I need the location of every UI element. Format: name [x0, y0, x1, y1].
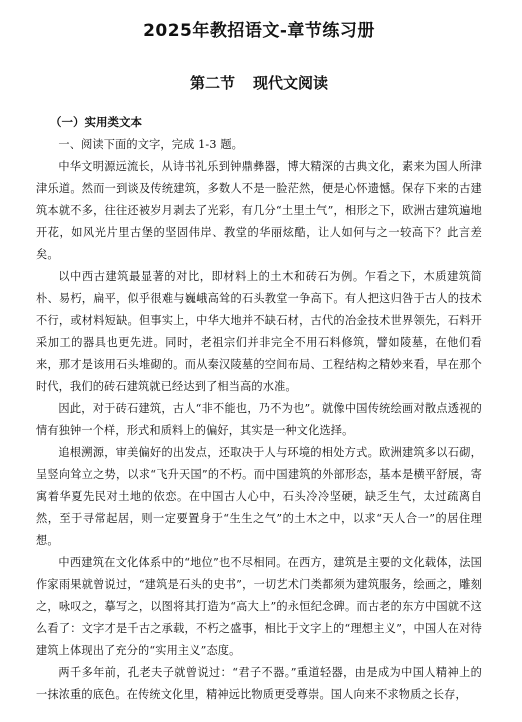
- paragraph: 中华文明源远流长，从诗书礼乐到钟鼎彝器，博大精深的古典文化，素来为国人所津津乐道。然而一到谈及传统建筑，多数人不是一脸茫然，便是心怀遗憾。保存下来的古建筑本就不多，往往还被岁月剥去了光彩，有几分“土里土气”，相形之下，欧洲古建筑遍地开花，如风光片里古堡的坚固伟岸、教堂的华丽炫酷，让人如何与之一较高下？此言差矣。: [36, 160, 482, 261]
- document-title: 2025年教招语文-章节练习册: [143, 21, 375, 41]
- section-title: [36, 72, 482, 96]
- section-number: 第二节: [189, 74, 235, 92]
- paragraph: 两千多年前，孔老夫子就曾说过：“君子不器。”重道轻器，由是成为中国人精神上的一抹浓重的底色。在传统文化里，精神远比物质更受尊崇。国人向来不求物质之长存，: [36, 666, 482, 701]
- article-body: [36, 134, 482, 706]
- sub-heading: （一）实用类文本: [50, 115, 142, 129]
- question-instruction: 一、阅读下面的文字，完成 1-3 题。: [58, 138, 243, 151]
- section-name: 现代文阅读: [253, 74, 329, 92]
- paragraph: 因此，对于砖石建筑，古人“非不能也，乃不为也”。就像中国传统绘画对散点透视的情有独钟一个样，形式和质料上的偏好，其实是一种文化选择。: [36, 402, 482, 437]
- paragraph: 以中西古建筑最显著的对比，即材料上的土木和砖石为例。乍看之下，木质建筑简朴、易朽，扁平，似乎很难与巍峨高耸的石头教堂一争高下。有人把这归咎于古人的技术不行，或材料短缺。但事实上，中华大地并不缺石材，古代的冶金技术世界领先，石料开采加工的器具也更先进。同时，老祖宗们并非完全不用石料修筑，譬如陵墓，在他们看来，那才是该用石头堆砌的。而从秦汉陵墓的空间布局、工程结构之精妙来看，早在那个时代，我们的砖石建筑就已经达到了相当高的水准。: [36, 270, 482, 393]
- paragraph: 追根溯源，审美偏好的出发点，还取决于人与环境的相处方式。欧洲建筑多以石砌，呈竖向耸立之势，以求“飞升天国”的不朽。而中国建筑的外部形态，基本是横平舒展，寄寓着华夏先民对土地的依恋。在中国古人心中，石头冷冷坚硬，缺乏生气，太过疏离自然，至于寻常起居，则一定要置身于“生生之气”的土木之中，以求“天人合一”的居住理想。: [36, 446, 482, 547]
- paragraph: 中西建筑在文化体系中的“地位”也不尽相同。在西方，建筑是主要的文化载体，法国作家雨果就曾说过，“建筑是石头的史书”，一切艺术门类都须为建筑服务，绘画之，雕刻之，咏叹之，摹写之，以图将其打造为“高大上”的永恒纪念碑。而古老的东方中国就不这么看了：文字才是千古之承载，不朽之盛事，相比于文字上的“理想主义”，中国人在对待建筑上体现出了充分的“实用主义”态度。: [36, 556, 482, 657]
